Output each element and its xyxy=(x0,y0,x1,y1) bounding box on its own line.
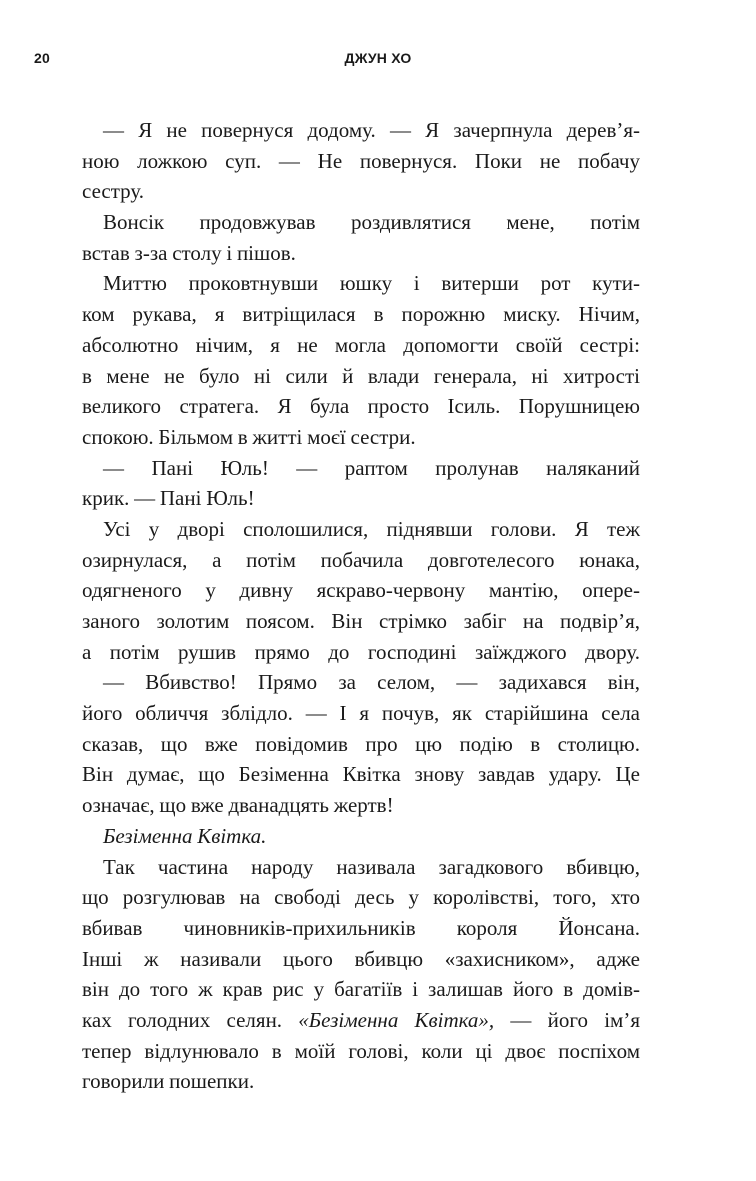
text-line xyxy=(82,238,640,269)
text-run: Вонсік продовжував роздивлятися мене, потім xyxy=(103,210,640,235)
text-line xyxy=(82,759,640,790)
text-line xyxy=(82,729,640,760)
text-line xyxy=(82,698,640,729)
text-run: ком рукава, я витріщилася в порожню миску. Нічим, xyxy=(82,302,640,327)
text-run: вбивав чиновників-прихильників короля Йонсана. xyxy=(82,915,640,940)
text-line xyxy=(82,913,640,944)
text-run: він до того ж крав рис у багатіїв і залишав його в домів- xyxy=(82,977,640,1002)
text-line xyxy=(82,422,640,453)
text-run: а потім рушив прямо до господині заїжджого двору. xyxy=(82,639,640,664)
text-run: в мене не було ні сили й влади генерала, ні хитрості xyxy=(82,363,640,388)
text-run: — Пані Юль! — раптом пролунав наляканий xyxy=(103,455,640,480)
text-line xyxy=(82,268,640,299)
text-run: встав з-за столу і пішов. xyxy=(82,240,296,265)
text-run: тепер відлунювало в моїй голові, коли ці двоє поспіхом xyxy=(82,1038,640,1063)
text-line xyxy=(82,821,640,852)
text-line xyxy=(82,1005,640,1036)
text-line xyxy=(82,176,640,207)
text-run: сестру. xyxy=(82,179,145,204)
text-line xyxy=(82,299,640,330)
text-run: крик. — Пані Юль! xyxy=(82,486,255,511)
text-line xyxy=(82,1036,640,1067)
text-line xyxy=(82,944,640,975)
text-run: одягненого у дивну яскраво-червону мантію, опере- xyxy=(82,578,640,603)
text-line xyxy=(82,361,640,392)
italic-text: Безіменна Квітка. xyxy=(103,823,267,848)
text-line xyxy=(82,453,640,484)
text-line xyxy=(82,330,640,361)
text-line xyxy=(82,391,640,422)
text-line xyxy=(82,483,640,514)
text-line xyxy=(82,115,640,146)
text-run: — Я не повернуся додому. — Я зачерпнула дерев’я- xyxy=(103,118,640,142)
text-run: що розгулював на свободі десь у королівстві, того, хто xyxy=(82,885,640,910)
text-line xyxy=(82,575,640,606)
text-run: його обличчя зблідло. — І я почув, як старійшина села xyxy=(82,701,640,726)
text-run: означає, що вже дванадцять жертв! xyxy=(82,793,394,818)
text-line xyxy=(82,146,640,177)
text-line xyxy=(82,637,640,668)
text-line xyxy=(82,667,640,698)
running-title: ДЖУН ХО xyxy=(344,50,412,66)
text-line xyxy=(82,852,640,883)
text-run: ках голодних селян. xyxy=(82,1007,299,1032)
text-run: Він думає, що Безіменна Квітка знову завдав удару. Це xyxy=(82,762,640,787)
text-run: ною ложкою суп. — Не повернуся. Поки не побачу xyxy=(82,148,640,173)
text-run: Так частина народу називала загадкового вбивцю, xyxy=(103,854,640,879)
text-run: абсолютно нічим, я не могла допомогти своїй сестрі: xyxy=(82,332,640,357)
text-run: Інші ж називали цього вбивцю «захисником», адже xyxy=(82,946,640,971)
text-line xyxy=(82,882,640,913)
text-run: заного золотим поясом. Він стрімко забіг на подвір’я, xyxy=(82,609,640,633)
text-line xyxy=(82,974,640,1005)
italic-text: «Безіменна Квітка», xyxy=(298,1007,495,1032)
text-line xyxy=(82,606,640,637)
text-run: великого стратега. Я була просто Ісиль. Порушницею xyxy=(82,394,640,419)
text-run: сказав, що вже повідомив про цю подію в столицю. xyxy=(82,731,640,756)
text-line xyxy=(82,790,640,821)
text-run: — Вбивство! Прямо за селом, — задихався він, xyxy=(103,670,640,695)
text-run: — його ім’я xyxy=(494,1007,640,1032)
text-line xyxy=(82,545,640,576)
text-line xyxy=(82,514,640,545)
body-text xyxy=(82,115,640,1097)
text-run: спокою. Більмом в житті моєї сестри. xyxy=(82,424,416,449)
text-line xyxy=(82,207,640,238)
text-run: озирнулася, а потім побачила довготелесого юнака, xyxy=(82,547,640,572)
text-line xyxy=(82,1066,640,1097)
text-run: Усі у дворі сполошилися, піднявши голови. Я теж xyxy=(103,516,640,541)
page-number: 20 xyxy=(34,50,50,66)
text-run: Миттю проковтнувши юшку і витерши рот кути- xyxy=(103,271,640,296)
text-run: говорили пошепки. xyxy=(82,1069,255,1094)
